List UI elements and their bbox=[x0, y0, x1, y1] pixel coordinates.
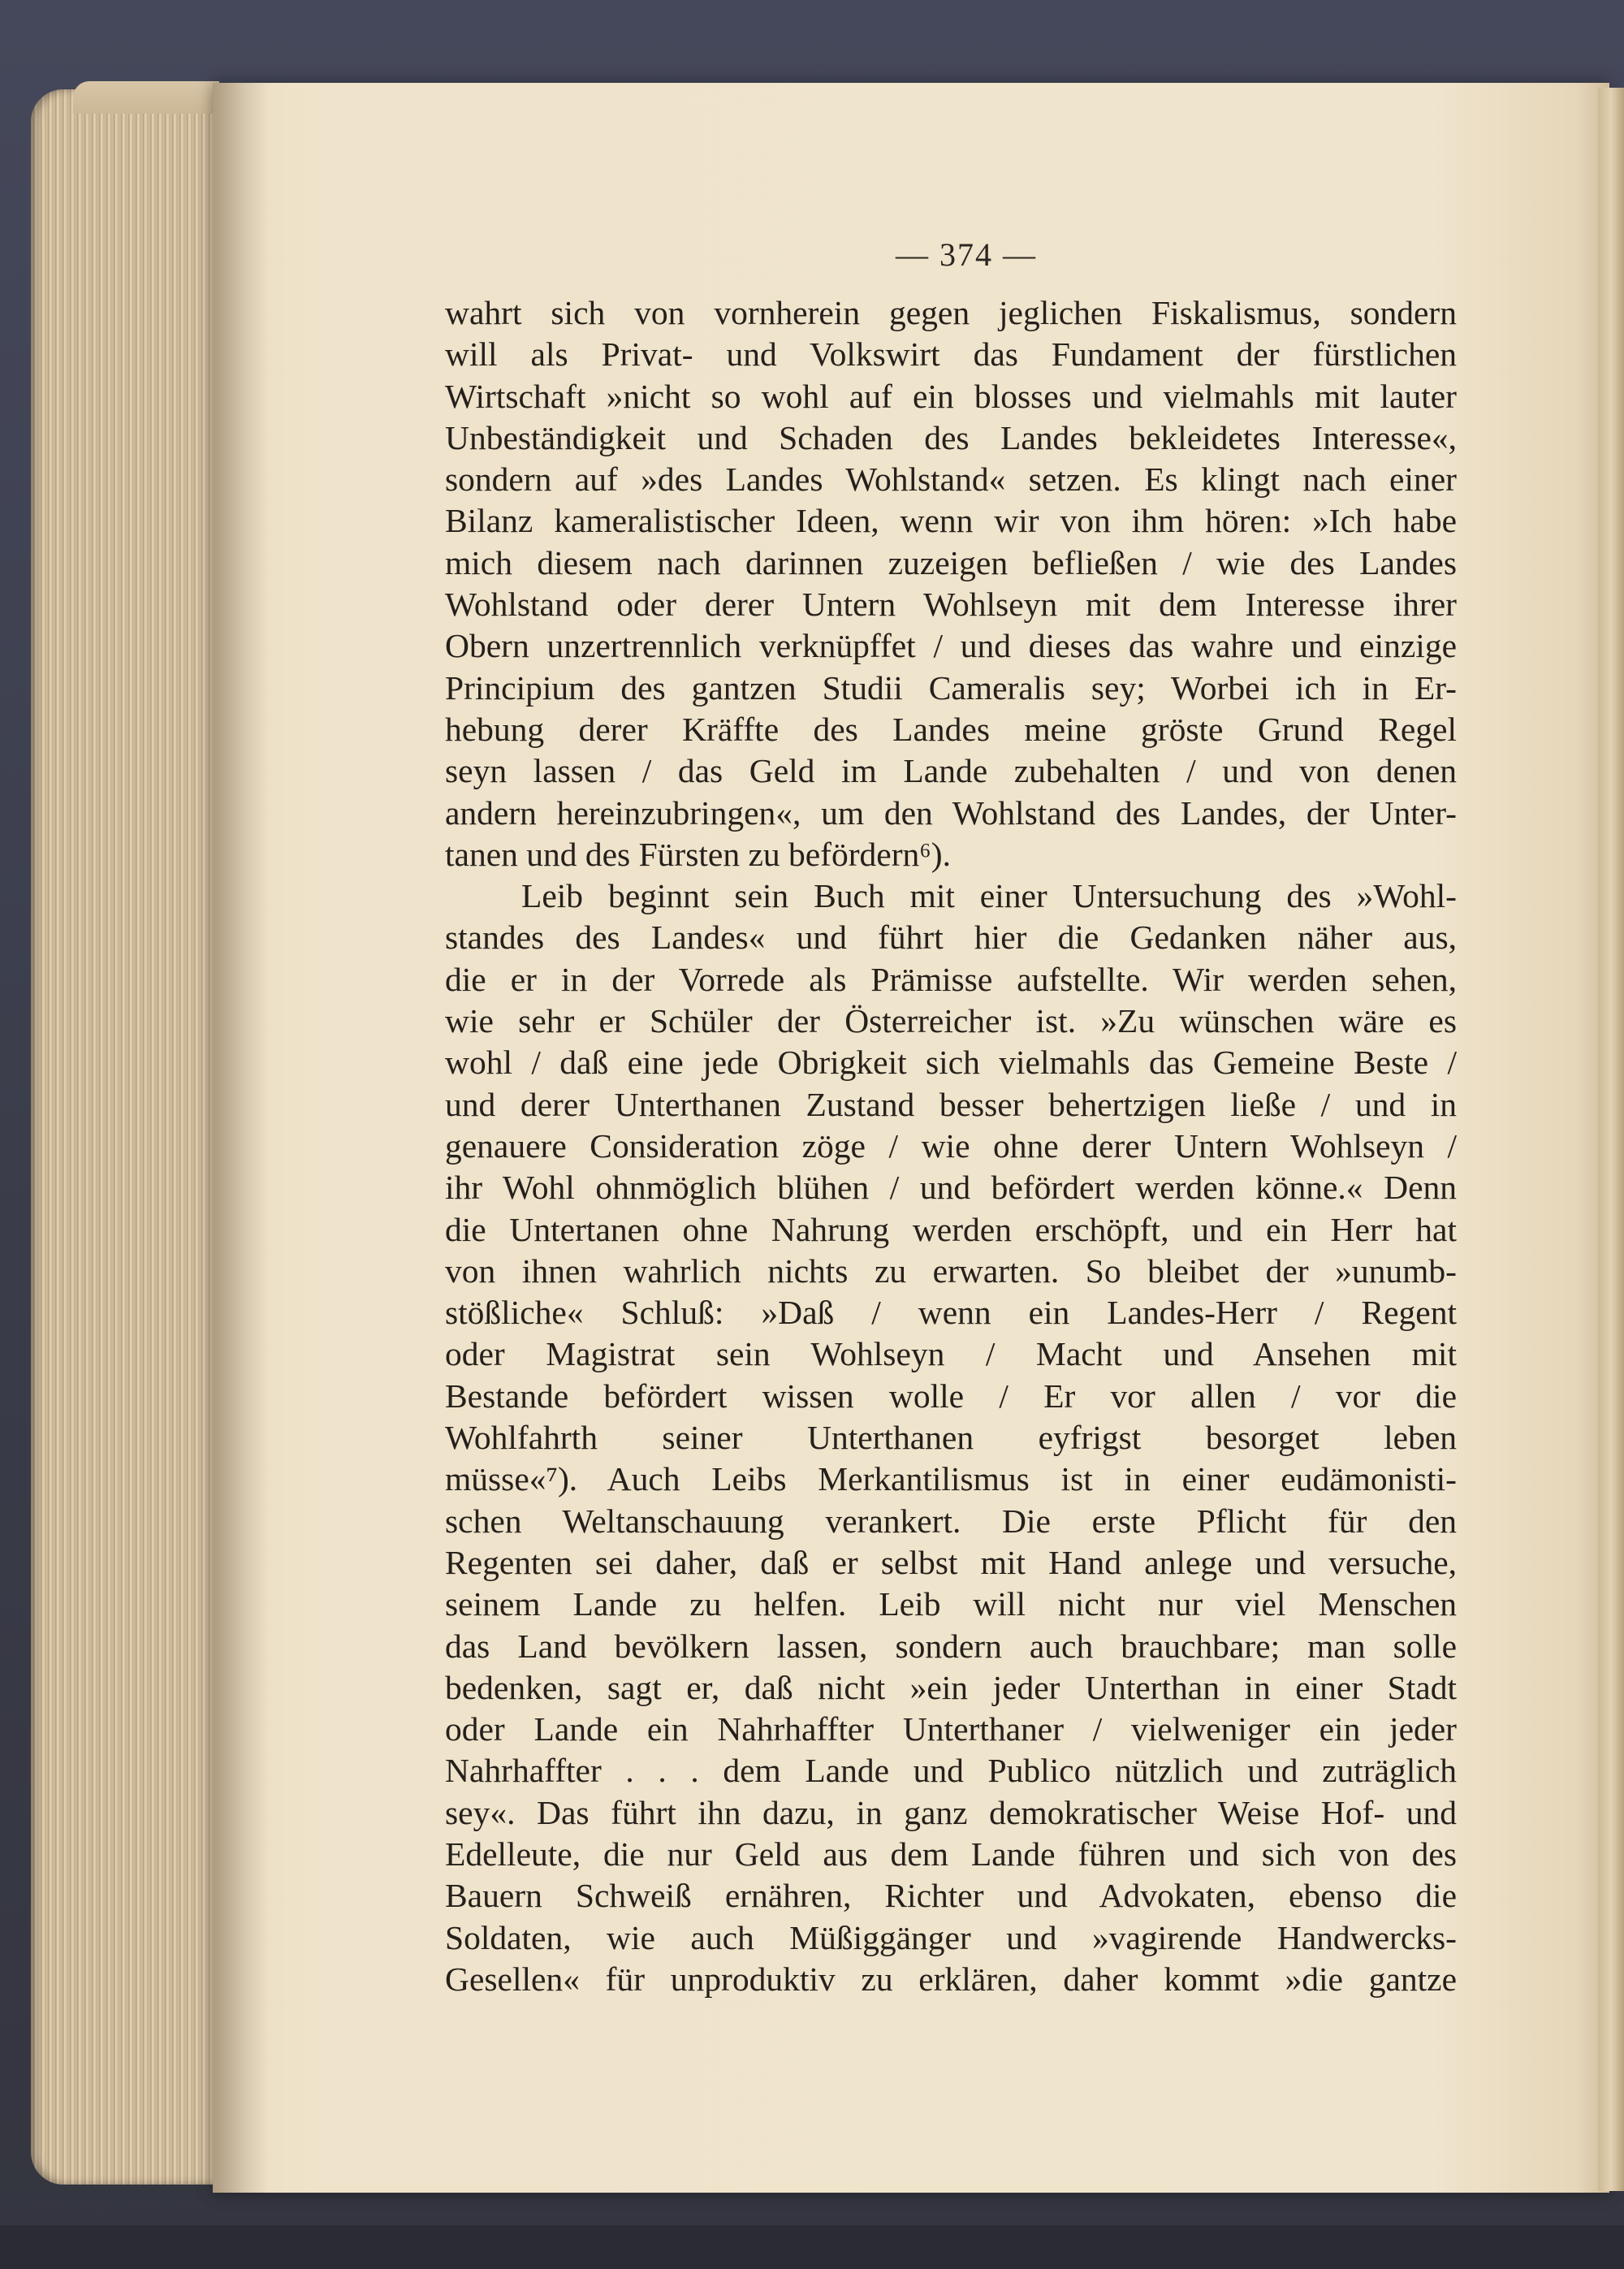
text-line: Bilanz kameralistischer Ideen, wenn wir von ihm hören: »Ich habe bbox=[445, 502, 1457, 540]
page-edges-stack bbox=[31, 89, 219, 2185]
text-line: Wohlfahrth seiner Unterthanen eyfrigst besorget leben bbox=[445, 1419, 1457, 1457]
text-line: müsse«⁷). Auch Leibs Merkantilismus ist in einer eudämonisti- bbox=[445, 1460, 1457, 1498]
text-line: die Untertanen ohne Nahrung werden erschöpft, und ein Herr hat bbox=[445, 1210, 1457, 1248]
text-line: wohl / daß eine jede Obrigkeit sich vielmahls das Gemeine Beste / bbox=[445, 1044, 1457, 1082]
text-line: Obern unzertrennlich verknüpffet / und dieses das wahre und einzige bbox=[445, 627, 1457, 665]
text-line: Nahrhaffter . . . dem Lande und Publico nützlich und zuträglich bbox=[445, 1752, 1457, 1790]
body-text bbox=[445, 292, 1457, 2000]
text-line: Edelleute, die nur Geld aus dem Lande führen und sich von des bbox=[445, 1835, 1457, 1873]
text-line: wahrt sich von vornherein gegen jeglichen Fiskalismus, sondern bbox=[445, 294, 1457, 331]
text-line: Wohlstand oder derer Untern Wohlseyn mit dem Interesse ihrer bbox=[445, 586, 1457, 624]
text-line: hebung derer Kräffte des Landes meine gröste Grund Regel bbox=[445, 710, 1457, 748]
text-line-paragraph-start: Leib beginnt sein Buch mit einer Untersuchung des »Wohl- bbox=[521, 877, 1457, 915]
text-line: Bestande befördert wissen wolle / Er vor allen / vor die bbox=[445, 1377, 1457, 1415]
text-line: wie sehr er Schüler der Österreicher ist. »Zu wünschen wäre es bbox=[445, 1002, 1457, 1040]
text-line: ihr Wohl ohnmöglich blühen / und befördert werden könne.« Denn bbox=[445, 1169, 1457, 1207]
text-line-paragraph-end: tanen und des Fürsten zu befördern⁶). bbox=[445, 835, 951, 873]
text-line: standes des Landes« und führt hier die Gedanken näher aus, bbox=[445, 918, 1457, 957]
text-line: das Land bevölkern lassen, sondern auch brauchbare; man solle bbox=[445, 1627, 1457, 1665]
text-line: sondern auf »des Landes Wohlstand« setzen. Es klingt nach einer bbox=[445, 460, 1457, 499]
facing-page-edge bbox=[1598, 88, 1624, 2191]
text-line: Regenten sei daher, daß er selbst mit Hand anlege und versuche, bbox=[445, 1543, 1457, 1581]
text-line: Gesellen« für unproduktiv zu erklären, daher kommt »die gantze bbox=[445, 1960, 1457, 1998]
text-line: bedenken, sagt er, daß nicht »ein jeder Unterthan in einer Stadt bbox=[445, 1668, 1457, 1706]
text-line: oder Magistrat sein Wohlseyn / Macht und Ansehen mit bbox=[445, 1335, 1457, 1373]
gutter-shadow bbox=[213, 83, 270, 2193]
text-line: die er in der Vorrede als Prämisse aufstellte. Wir werden sehen, bbox=[445, 960, 1457, 998]
text-line: Wirtschaft »nicht so wohl auf ein blosses und vielmahls mit lauter bbox=[445, 377, 1457, 415]
text-line: sey«. Das führt ihn dazu, in ganz demokratischer Weise Hof- und bbox=[445, 1793, 1457, 1831]
text-line: Unbeständigkeit und Schaden des Landes bekleidetes Interesse«, bbox=[445, 418, 1457, 456]
text-line: von ihnen wahrlich nichts zu erwarten. So bleibet der »unumb- bbox=[445, 1251, 1457, 1290]
text-line: seyn lassen / das Geld im Lande zubehalten / und von denen bbox=[445, 752, 1457, 790]
text-line: andern hereinzubringen«, um den Wohlstand des Landes, der Unter- bbox=[445, 793, 1457, 832]
text-line: Principium des gantzen Studii Cameralis sey; Worbei ich in Er- bbox=[445, 668, 1457, 707]
text-line: seinem Lande zu helfen. Leib will nicht nur viel Menschen bbox=[445, 1585, 1457, 1623]
text-line: schen Weltanschauung verankert. Die erste Pflicht für den bbox=[445, 1502, 1457, 1540]
text-line: Bauern Schweiß ernähren, Richter und Advokaten, ebenso die bbox=[445, 1877, 1457, 1915]
text-line: mich diesem nach darinnen zuzeigen befließen / wie des Landes bbox=[445, 543, 1457, 581]
bottom-dark-strip bbox=[0, 2225, 1624, 2269]
page-edges-top bbox=[73, 81, 219, 114]
text-line: oder Lande ein Nahrhaffter Unterthaner / vielweniger ein jeder bbox=[445, 1710, 1457, 1748]
text-line: und derer Unterthanen Zustand besser behertzigen ließe / und in bbox=[445, 1085, 1457, 1123]
text-line: stößliche« Schluß: »Daß / wenn ein Landes-Herr / Regent bbox=[445, 1294, 1457, 1332]
text-line: Soldaten, wie auch Müßiggänger und »vagirende Handwercks- bbox=[445, 1918, 1457, 1956]
page-number: — 374 — bbox=[896, 236, 1037, 273]
text-line: will als Privat- und Volkswirt das Fundament der fürstlichen bbox=[445, 335, 1457, 374]
text-line: genauere Consideration zöge / wie ohne derer Untern Wohlseyn / bbox=[445, 1126, 1457, 1165]
